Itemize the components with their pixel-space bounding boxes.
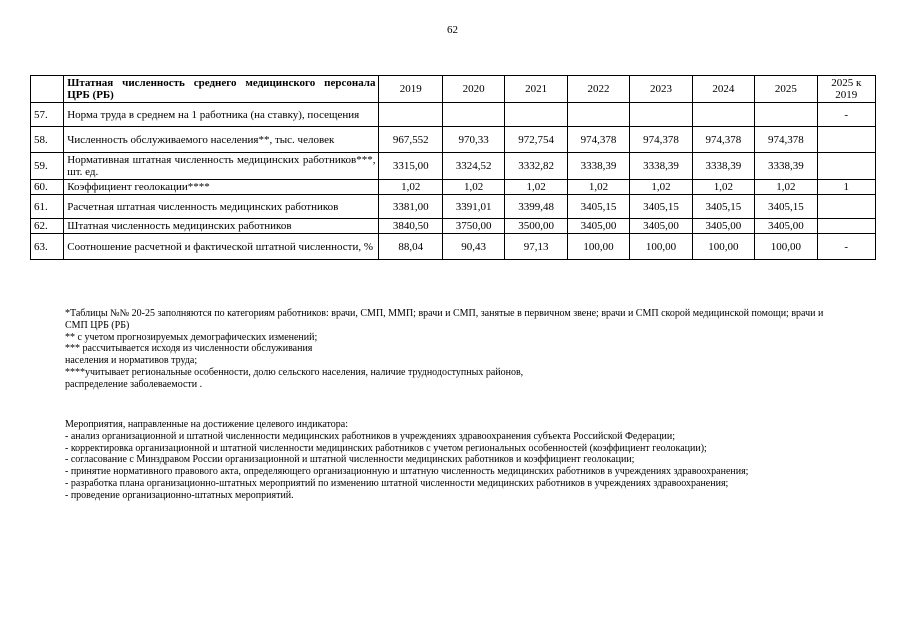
row-number-cell: 57. <box>31 103 64 127</box>
year-value-cell: 3338,39 <box>630 153 692 180</box>
table-row <box>31 180 876 195</box>
year-value-cell: 100,00 <box>755 234 817 260</box>
year-value-cell: 3840,50 <box>379 219 442 234</box>
year-value-cell: 3391,01 <box>442 195 504 219</box>
indicator-name-cell: Норма труда в среднем на 1 работника (на ставку), посещения <box>64 103 379 127</box>
ratio-value-cell <box>817 219 875 234</box>
header-title-cell: Штатная численность среднего медицинского персонала ЦРБ (РБ) <box>64 76 379 103</box>
footnote-line: *** рассчитывается исходя из численности обслуживания <box>65 343 313 355</box>
indicator-name-cell: Расчетная штатная численность медицинских работников <box>64 195 379 219</box>
staffing-table <box>30 75 876 260</box>
footnote-line: распределение заболеваемости . <box>65 378 203 390</box>
header-year-cell: 2025 <box>755 76 817 103</box>
year-value-cell: 3405,00 <box>630 219 692 234</box>
measures-list <box>65 419 845 502</box>
year-value-cell <box>567 103 629 127</box>
footnote-line: ** с учетом прогнозируемых демографических изменений; <box>65 331 318 343</box>
year-value-cell: 3381,00 <box>379 195 442 219</box>
header-num-cell <box>31 76 64 103</box>
year-value-cell <box>630 103 692 127</box>
year-value-cell: 3399,48 <box>505 195 567 219</box>
measure-item: - согласование с Минздравом России организационной и штатной численности медицинских работников и коэффициент геолокации; <box>65 454 635 466</box>
year-value-cell: 3500,00 <box>505 219 567 234</box>
header-year-cell: 2020 <box>442 76 504 103</box>
year-value-cell: 3405,15 <box>567 195 629 219</box>
year-value-cell: 3405,00 <box>755 219 817 234</box>
year-value-cell: 3405,15 <box>755 195 817 219</box>
year-value-cell: 1,02 <box>692 180 754 195</box>
year-value-cell: 970,33 <box>442 127 504 153</box>
table-row <box>31 153 876 180</box>
year-value-cell: 3338,39 <box>692 153 754 180</box>
year-value-cell <box>755 103 817 127</box>
measure-item: - принятие нормативного правового акта, определяющего организационную и штатную численность медицинских работников в учреждениях здравоохранения; <box>65 466 749 478</box>
row-number-cell: 63. <box>31 234 64 260</box>
row-number-cell: 61. <box>31 195 64 219</box>
year-value-cell: 1,02 <box>505 180 567 195</box>
year-value-cell <box>442 103 504 127</box>
year-value-cell: 3338,39 <box>755 153 817 180</box>
header-ratio-cell: 2025 к 2019 <box>817 76 875 103</box>
year-value-cell: 1,02 <box>442 180 504 195</box>
measure-item: - корректировка организационной и штатной численности медицинских работников с учетом региональных особенностей (коэффициент геолокации); <box>65 442 707 454</box>
header-year-cell: 2023 <box>630 76 692 103</box>
header-year-cell: 2019 <box>379 76 442 103</box>
ratio-value-cell: 1 <box>817 180 875 195</box>
footnote-line: населения и нормативов труда; <box>65 355 198 367</box>
year-value-cell: 1,02 <box>379 180 442 195</box>
year-value-cell: 974,378 <box>630 127 692 153</box>
year-value-cell: 100,00 <box>567 234 629 260</box>
table-header-row <box>31 76 876 103</box>
year-value-cell: 3405,15 <box>692 195 754 219</box>
indicator-name-cell: Численность обслуживаемого населения**, тыс. человек <box>64 127 379 153</box>
row-number-cell: 59. <box>31 153 64 180</box>
indicator-name-cell: Коэффициент геолокации**** <box>64 180 379 195</box>
year-value-cell: 3405,00 <box>567 219 629 234</box>
year-value-cell <box>505 103 567 127</box>
year-value-cell: 3338,39 <box>567 153 629 180</box>
year-value-cell <box>379 103 442 127</box>
table-row <box>31 219 876 234</box>
year-value-cell: 3332,82 <box>505 153 567 180</box>
year-value-cell: 974,378 <box>755 127 817 153</box>
header-year-cell: 2021 <box>505 76 567 103</box>
ratio-value-cell <box>817 195 875 219</box>
year-value-cell: 1,02 <box>630 180 692 195</box>
year-value-cell: 1,02 <box>755 180 817 195</box>
row-number-cell: 60. <box>31 180 64 195</box>
year-value-cell: 3405,15 <box>630 195 692 219</box>
header-year-cell: 2022 <box>567 76 629 103</box>
table-row <box>31 195 876 219</box>
year-value-cell: 100,00 <box>692 234 754 260</box>
page-number: 62 <box>447 24 458 36</box>
table-row <box>31 234 876 260</box>
year-value-cell: 97,13 <box>505 234 567 260</box>
year-value-cell: 1,02 <box>567 180 629 195</box>
indicator-name-cell: Соотношение расчетной и фактической штатной численности, % <box>64 234 379 260</box>
footnote-line: ****учитывает региональные особенности, долю сельского населения, наличие труднодоступных районов, <box>65 366 524 378</box>
year-value-cell: 967,552 <box>379 127 442 153</box>
year-value-cell: 974,378 <box>567 127 629 153</box>
year-value-cell: 3315,00 <box>379 153 442 180</box>
year-value-cell <box>692 103 754 127</box>
row-number-cell: 58. <box>31 127 64 153</box>
ratio-value-cell <box>817 127 875 153</box>
year-value-cell: 972,754 <box>505 127 567 153</box>
year-value-cell: 3324,52 <box>442 153 504 180</box>
footnotes <box>65 308 845 391</box>
indicator-name-cell: Нормативная штатная численность медицинских работников***, шт. ед. <box>64 153 379 180</box>
year-value-cell: 100,00 <box>630 234 692 260</box>
ratio-value-cell <box>817 153 875 180</box>
year-value-cell: 88,04 <box>379 234 442 260</box>
header-year-cell: 2024 <box>692 76 754 103</box>
year-value-cell: 974,378 <box>692 127 754 153</box>
indicator-name-cell: Штатная численность медицинских работников <box>64 219 379 234</box>
measures-heading: Мероприятия, направленные на достижение целевого индикатора: <box>65 419 349 430</box>
measure-item: - анализ организационной и штатной численности медицинских работников в учреждениях здравоохранения субъекта Российской Федерации; <box>65 430 676 442</box>
year-value-cell: 3405,00 <box>692 219 754 234</box>
year-value-cell: 3750,00 <box>442 219 504 234</box>
table-row <box>31 103 876 127</box>
ratio-value-cell: - <box>817 234 875 260</box>
measure-item: - разработка плана организационно-штатных мероприятий по изменению штатной численности медицинских работников в учреждениях здравоохранения; <box>65 477 729 489</box>
measure-item: - проведение организационно-штатных мероприятий. <box>65 489 294 501</box>
row-number-cell: 62. <box>31 219 64 234</box>
year-value-cell: 90,43 <box>442 234 504 260</box>
table-row <box>31 127 876 153</box>
ratio-value-cell: - <box>817 103 875 127</box>
footnote-line: *Таблицы №№ 20-25 заполняются по категориям работников: врачи, СМП, ММП; врачи и СМП, занятые в первичном звене; врачи и СМП скорой медицинской помощи; врачи и СМП ЦРБ (РБ) <box>65 308 824 331</box>
